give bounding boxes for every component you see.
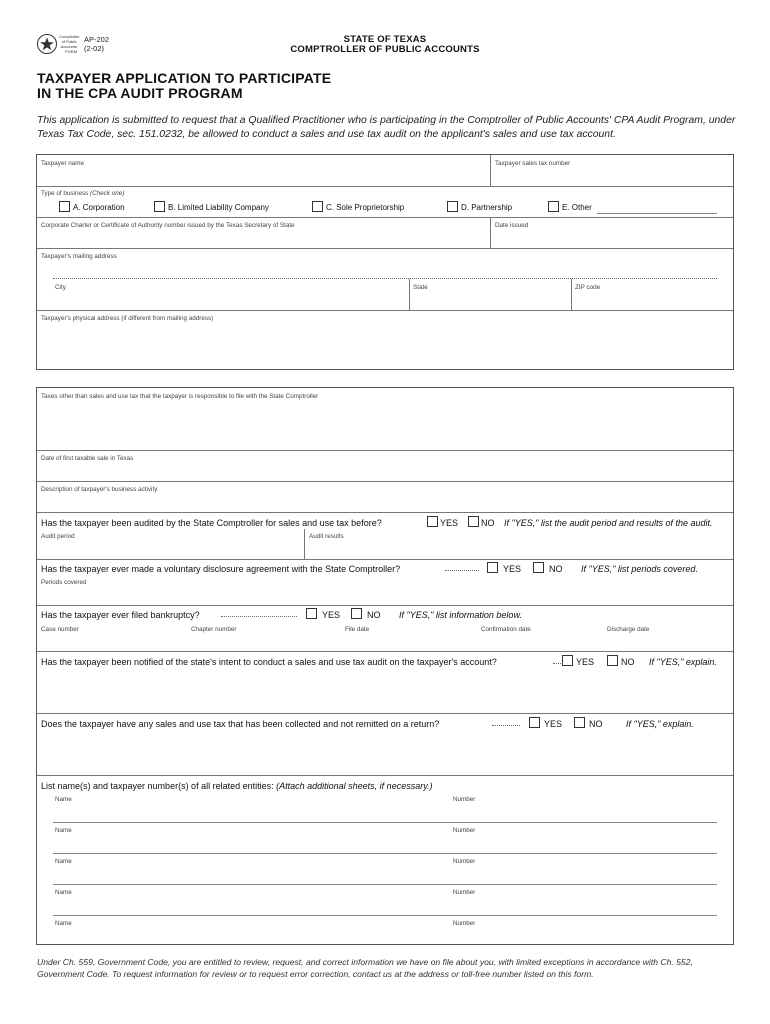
charter-number-label: Corporate Charter or Certificate of Authority number issued by the Texas Secretary of State: [41, 222, 295, 229]
collected-no-label: NO: [589, 719, 603, 729]
related-entity-name-label: Name: [55, 858, 72, 865]
chapter-number-label: Chapter number: [191, 626, 237, 633]
case-number-label: Case number: [41, 626, 79, 633]
intro-text: This application is submitted to request that a Qualified Practitioner who is participating in the Comptroller of Public Accounts' CPA Audit Program, under Texas Tax Code, sec. 151.0232, be allowed to conduct a sales and use tax audit on the applicant's sales and use tax account.: [37, 115, 736, 140]
vda-question: Has the taxpayer ever made a voluntary disclosure agreement with the State Comptroller?: [41, 564, 401, 574]
confirmation-date-label: Confirmation date: [481, 626, 531, 633]
bankruptcy-no-checkbox[interactable]: [351, 608, 362, 619]
related-entity-line[interactable]: [53, 915, 717, 916]
audited-question: Has the taxpayer been audited by the State Comptroller for sales and use tax before?: [41, 518, 382, 528]
related-entity-number-label: Number: [453, 889, 476, 896]
city-label: City: [55, 284, 66, 291]
related-entities-heading: List name(s) and taxpayer number(s) of all related entities: (Attach additional sheets, if necessary.): [41, 781, 433, 791]
bankruptcy-question: Has the taxpayer ever filed bankruptcy?: [41, 610, 200, 620]
other-business-type-line[interactable]: [597, 213, 717, 214]
sole-proprietorship-option-label: C. Sole Proprietorship: [326, 203, 405, 212]
sales-tax-number-label: Taxpayer sales tax number: [495, 160, 571, 167]
collected-yes-label: YES: [544, 719, 563, 729]
related-entity-number-label: Number: [453, 796, 476, 803]
first-sale-date-label: Date of first taxable sale in Texas: [41, 455, 134, 462]
privacy-notice: Under Ch. 559, Government Code, you are entitled to review, request, and correct information we have on file about you, with limited exceptions in accordance with Ch. 552, Government Code. To request information for review or to request error correction, contact us at the address or toll-free number listed on this form.: [37, 957, 693, 979]
vda-note: If "YES," list periods covered.: [581, 564, 698, 574]
agency-heading: STATE OF TEXAS COMPTROLLER OF PUBLIC ACCOUNTS: [290, 34, 480, 55]
taxpayer-info-section: [36, 154, 734, 370]
discharge-date-label: Discharge date: [607, 626, 650, 633]
collected-question: Does the taxpayer have any sales and use tax that has been collected and not remitted on a return?: [41, 719, 440, 729]
audit-history-section: [36, 387, 734, 945]
corporation-option-label: A. Corporation: [73, 203, 125, 212]
notified-yes-checkbox[interactable]: [562, 655, 573, 666]
notified-no-label: NO: [621, 657, 635, 667]
vda-no-checkbox[interactable]: [533, 562, 544, 573]
collected-yes-checkbox[interactable]: [529, 717, 540, 728]
vda-no-label: NO: [549, 564, 563, 574]
corporation-checkbox[interactable]: [59, 201, 70, 212]
related-entity-line[interactable]: [53, 853, 717, 854]
zip-code-label: ZIP code: [575, 284, 601, 291]
audited-yes-checkbox[interactable]: [427, 516, 438, 527]
seal-caption: Comptroller of Public Accounts FORM: [59, 34, 80, 54]
vda-yes-checkbox[interactable]: [487, 562, 498, 573]
related-entity-number-label: Number: [453, 827, 476, 834]
periods-covered-label: Periods covered: [41, 579, 87, 586]
notified-yes-label: YES: [576, 657, 595, 667]
related-entity-line[interactable]: [53, 822, 717, 823]
partnership-checkbox[interactable]: [447, 201, 458, 212]
audited-no-checkbox[interactable]: [468, 516, 479, 527]
collected-note: If "YES," explain.: [626, 719, 694, 729]
form-title: TAXPAYER APPLICATION TO PARTICIPATE IN THE CPA AUDIT PROGRAM: [37, 70, 332, 101]
taxpayer-name-label: Taxpayer name: [41, 160, 85, 167]
bankruptcy-no-label: NO: [367, 610, 381, 620]
file-date-label: File date: [345, 626, 370, 633]
notified-note: If "YES," explain.: [649, 657, 717, 667]
llc-option-label: B. Limited Liability Company: [168, 203, 269, 212]
sole-proprietorship-checkbox[interactable]: [312, 201, 323, 212]
business-type-label: Type of business (Check one): [41, 190, 125, 197]
bankruptcy-yes-label: YES: [322, 610, 341, 620]
partnership-option-label: D. Partnership: [461, 203, 513, 212]
form-number: AP-202 (2-02): [84, 35, 110, 53]
mailing-address-line[interactable]: [53, 278, 717, 279]
audited-no-label: NO: [481, 518, 495, 528]
vda-yes-label: YES: [503, 564, 522, 574]
business-activity-label: Description of taxpayer's business activity: [41, 486, 158, 493]
audit-period-label: Audit period: [41, 533, 75, 540]
other-option-label: E. Other: [562, 203, 592, 212]
mailing-address-label: Taxpayer's mailing address: [41, 253, 117, 260]
notified-question: Has the taxpayer been notified of the state's intent to conduct a sales and use tax audit on the taxpayer's account?: [41, 657, 497, 667]
audit-results-label: Audit results: [309, 533, 344, 540]
related-entity-name-label: Name: [55, 889, 72, 896]
related-entity-name-label: Name: [55, 796, 72, 803]
bankruptcy-note: If "YES," list information below.: [399, 610, 522, 620]
bankruptcy-yes-checkbox[interactable]: [306, 608, 317, 619]
audited-note: If "YES," list the audit period and results of the audit.: [504, 518, 713, 528]
notified-no-checkbox[interactable]: [607, 655, 618, 666]
other-checkbox[interactable]: [548, 201, 559, 212]
related-entity-number-label: Number: [453, 920, 476, 927]
audited-yes-label: YES: [440, 518, 459, 528]
state-label: State: [413, 284, 428, 291]
related-entity-name-label: Name: [55, 827, 72, 834]
related-entity-number-label: Number: [453, 858, 476, 865]
related-entity-name-label: Name: [55, 920, 72, 927]
date-issued-label: Date issued: [495, 222, 529, 229]
llc-checkbox[interactable]: [154, 201, 165, 212]
collected-no-checkbox[interactable]: [574, 717, 585, 728]
other-taxes-label: Taxes other than sales and use tax that the taxpayer is responsible to file with the State Comptroller: [41, 393, 319, 400]
physical-address-label: Taxpayer's physical address (if different from mailing address): [41, 315, 214, 322]
related-entity-line[interactable]: [53, 884, 717, 885]
